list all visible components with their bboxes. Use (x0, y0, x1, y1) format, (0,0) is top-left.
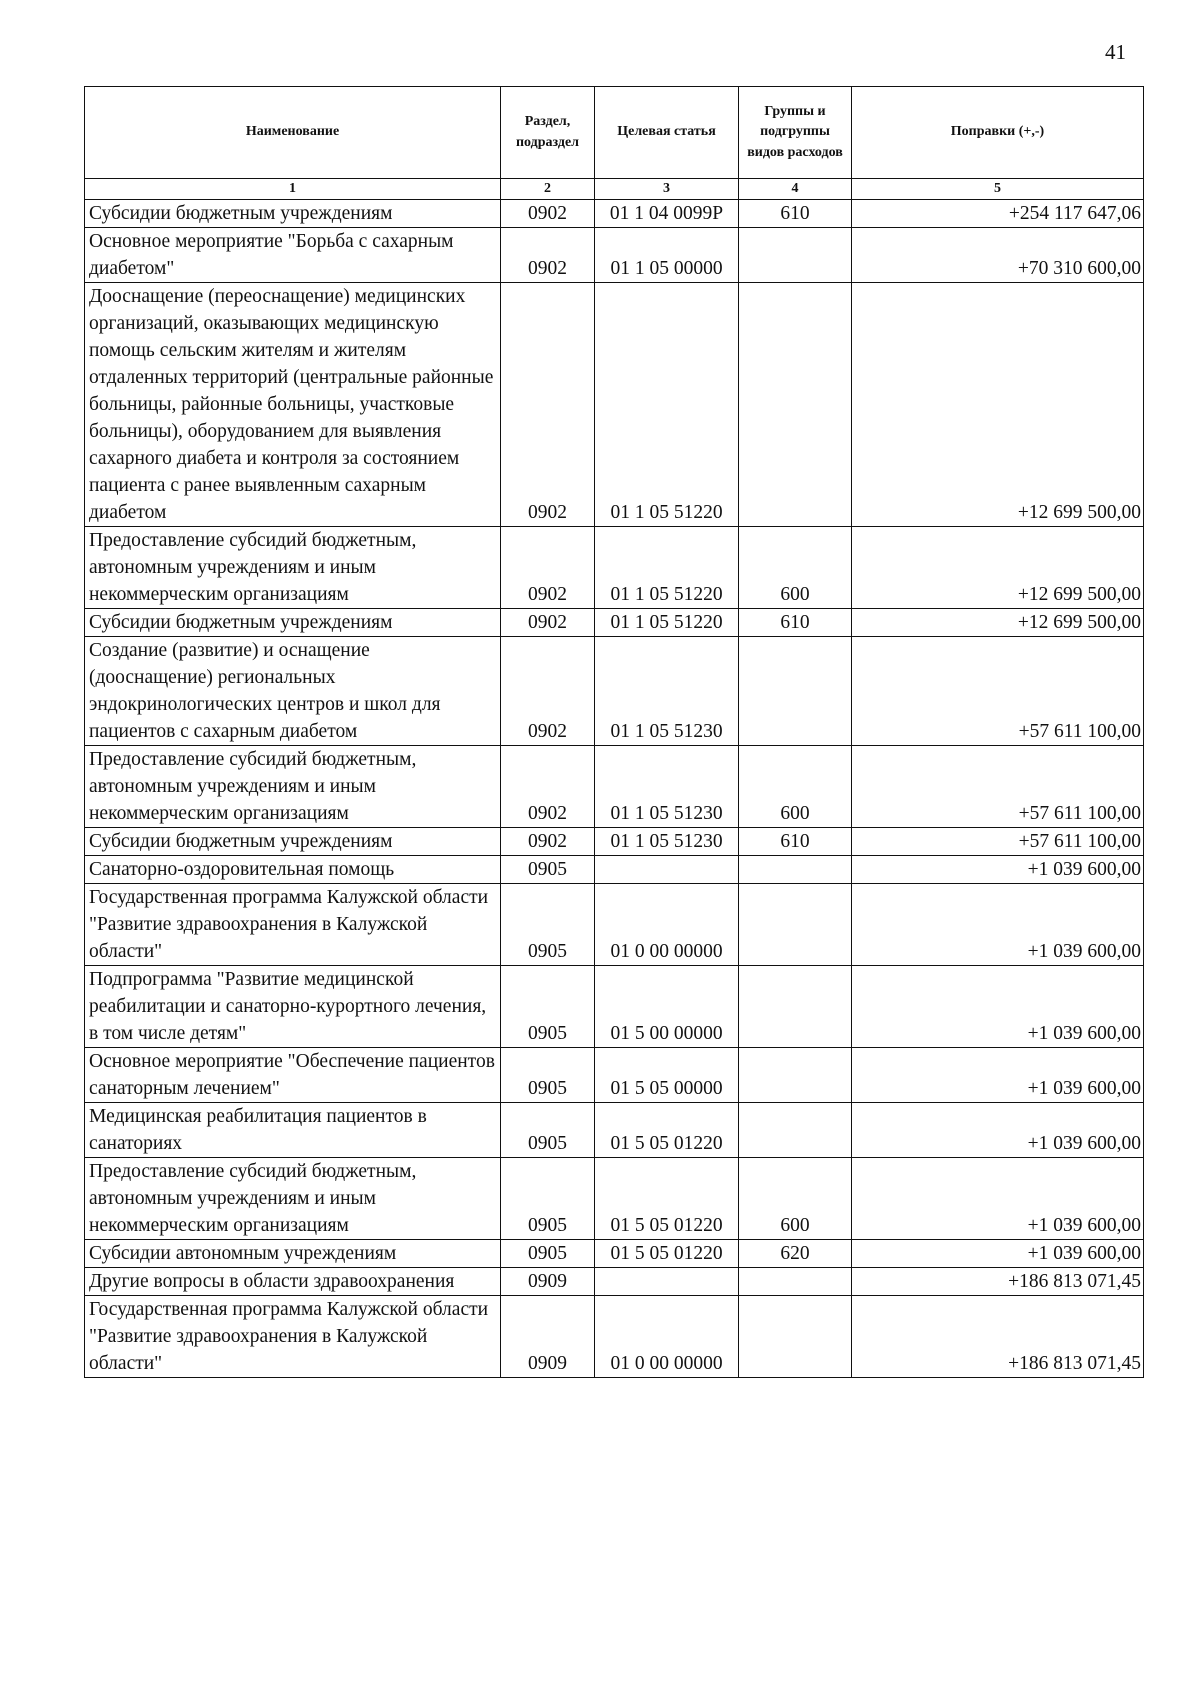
column-number: 5 (852, 179, 1144, 200)
table-row (85, 1296, 1144, 1378)
table-row (85, 527, 1144, 609)
page-number: 41 (1105, 40, 1126, 64)
row-target: 01 1 05 51220 (595, 609, 739, 637)
table-row (85, 1103, 1144, 1158)
row-amount: +1 039 600,00 (852, 1103, 1144, 1158)
row-name: Создание (развитие) и оснащение (дооснащение) региональных эндокринологических центров и школ для пациентов с сахарным диабетом (85, 637, 501, 746)
row-section: 0905 (501, 1103, 595, 1158)
row-name: Медицинская реабилитация пациентов в санаториях (85, 1103, 501, 1158)
row-amount: +186 813 071,45 (852, 1296, 1144, 1378)
header-amendments: Поправки (+,-) (852, 87, 1144, 179)
row-group: 620 (739, 1240, 852, 1268)
row-group (739, 228, 852, 283)
row-group (739, 966, 852, 1048)
header-groups: Группы и подгруппы видов расходов (739, 87, 852, 179)
table-row (85, 609, 1144, 637)
row-section: 0909 (501, 1296, 595, 1378)
table-row (85, 283, 1144, 527)
row-amount: +57 611 100,00 (852, 746, 1144, 828)
row-target: 01 1 05 00000 (595, 228, 739, 283)
row-name: Основное мероприятие "Обеспечение пациентов санаторным лечением" (85, 1048, 501, 1103)
row-name: Предоставление субсидий бюджетным, автономным учреждениям и иным некоммерческим организациям (85, 527, 501, 609)
table-row (85, 1240, 1144, 1268)
row-group: 610 (739, 828, 852, 856)
row-target: 01 5 05 01220 (595, 1103, 739, 1158)
table-row (85, 856, 1144, 884)
row-amount: +1 039 600,00 (852, 1048, 1144, 1103)
row-group (739, 1296, 852, 1378)
row-group: 610 (739, 200, 852, 228)
row-target: 01 1 05 51220 (595, 527, 739, 609)
table-row (85, 828, 1144, 856)
row-group (739, 1268, 852, 1296)
row-group: 600 (739, 746, 852, 828)
table-row (85, 746, 1144, 828)
row-name: Государственная программа Калужской области "Развитие здравоохранения в Калужской области" (85, 884, 501, 966)
column-number: 3 (595, 179, 739, 200)
row-section: 0905 (501, 856, 595, 884)
row-name: Основное мероприятие "Борьба с сахарным диабетом" (85, 228, 501, 283)
column-number-row (85, 179, 1144, 200)
row-amount: +12 699 500,00 (852, 283, 1144, 527)
row-group (739, 856, 852, 884)
header-row (85, 87, 1144, 179)
row-amount: +1 039 600,00 (852, 884, 1144, 966)
row-name: Государственная программа Калужской области "Развитие здравоохранения в Калужской области" (85, 1296, 501, 1378)
row-name: Субсидии автономным учреждениям (85, 1240, 501, 1268)
table-row (85, 1268, 1144, 1296)
row-name: Другие вопросы в области здравоохранения (85, 1268, 501, 1296)
row-section: 0902 (501, 527, 595, 609)
row-target: 01 5 05 00000 (595, 1048, 739, 1103)
row-section: 0902 (501, 200, 595, 228)
row-name: Дооснащение (переоснащение) медицинских организаций, оказывающих медицинскую помощь сельским жителям и жителям отдаленных территорий (центральные районные больницы, районные больницы, участковые больницы), оборудованием для выявления сахарного диабета и контроля за состоянием пациента с ранее выявленным сахарным диабетом (85, 283, 501, 527)
row-target: 01 5 00 00000 (595, 966, 739, 1048)
row-section: 0905 (501, 1240, 595, 1268)
row-target: 01 1 04 0099P (595, 200, 739, 228)
row-name: Предоставление субсидий бюджетным, автономным учреждениям и иным некоммерческим организациям (85, 1158, 501, 1240)
column-number: 2 (501, 179, 595, 200)
table-row (85, 1048, 1144, 1103)
row-group: 610 (739, 609, 852, 637)
header-section: Раздел, подраздел (501, 87, 595, 179)
table-row (85, 228, 1144, 283)
row-target: 01 1 05 51230 (595, 746, 739, 828)
row-target (595, 1268, 739, 1296)
row-target: 01 1 05 51230 (595, 637, 739, 746)
row-target: 01 0 00 00000 (595, 884, 739, 966)
row-group: 600 (739, 527, 852, 609)
row-amount: +254 117 647,06 (852, 200, 1144, 228)
row-section: 0905 (501, 884, 595, 966)
row-name: Субсидии бюджетным учреждениям (85, 828, 501, 856)
row-name: Санаторно-оздоровительная помощь (85, 856, 501, 884)
table-row (85, 966, 1144, 1048)
row-amount: +12 699 500,00 (852, 527, 1144, 609)
row-name: Субсидии бюджетным учреждениям (85, 200, 501, 228)
row-target: 01 1 05 51230 (595, 828, 739, 856)
header-name: Наименование (85, 87, 501, 179)
row-amount: +1 039 600,00 (852, 856, 1144, 884)
row-section: 0902 (501, 609, 595, 637)
table-row (85, 200, 1144, 228)
row-group (739, 884, 852, 966)
row-group: 600 (739, 1158, 852, 1240)
row-section: 0902 (501, 283, 595, 527)
table-row (85, 884, 1144, 966)
row-amount: +186 813 071,45 (852, 1268, 1144, 1296)
row-name: Предоставление субсидий бюджетным, автономным учреждениям и иным некоммерческим организациям (85, 746, 501, 828)
row-group (739, 1048, 852, 1103)
row-amount: +70 310 600,00 (852, 228, 1144, 283)
row-amount: +57 611 100,00 (852, 637, 1144, 746)
row-group (739, 1103, 852, 1158)
table-row (85, 1158, 1144, 1240)
row-name: Субсидии бюджетным учреждениям (85, 609, 501, 637)
row-section: 0909 (501, 1268, 595, 1296)
row-group (739, 637, 852, 746)
row-section: 0905 (501, 1158, 595, 1240)
budget-amendments-table-wrapper (84, 86, 1144, 1378)
row-section: 0905 (501, 966, 595, 1048)
row-amount: +1 039 600,00 (852, 1240, 1144, 1268)
row-target (595, 856, 739, 884)
row-target: 01 5 05 01220 (595, 1158, 739, 1240)
row-section: 0902 (501, 828, 595, 856)
row-section: 0902 (501, 746, 595, 828)
column-number: 1 (85, 179, 501, 200)
row-section: 0905 (501, 1048, 595, 1103)
row-target: 01 0 00 00000 (595, 1296, 739, 1378)
row-target: 01 1 05 51220 (595, 283, 739, 527)
row-section: 0902 (501, 637, 595, 746)
row-section: 0902 (501, 228, 595, 283)
row-amount: +1 039 600,00 (852, 1158, 1144, 1240)
row-name: Подпрограмма "Развитие медицинской реабилитации и санаторно-курортного лечения, в том числе детям" (85, 966, 501, 1048)
row-target: 01 5 05 01220 (595, 1240, 739, 1268)
table-row (85, 637, 1144, 746)
row-amount: +1 039 600,00 (852, 966, 1144, 1048)
budget-amendments-table (84, 86, 1144, 1378)
row-group (739, 283, 852, 527)
column-number: 4 (739, 179, 852, 200)
header-target: Целевая статья (595, 87, 739, 179)
row-amount: +12 699 500,00 (852, 609, 1144, 637)
row-amount: +57 611 100,00 (852, 828, 1144, 856)
